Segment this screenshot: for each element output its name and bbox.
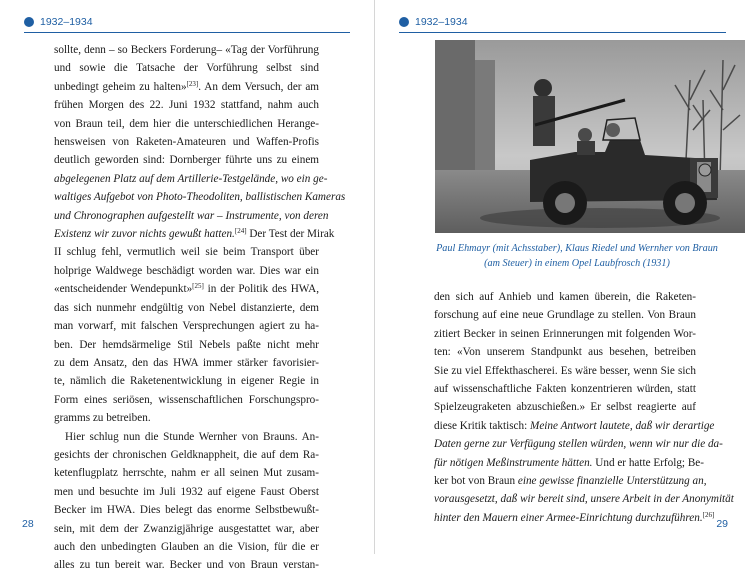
text-line: auch den unbedingten Glauben an die Vision, für die er [54, 540, 319, 553]
text-line: alles zu tun bereit war. Becker und von Braun verstan- [54, 559, 319, 572]
text-line: zitiert Becker in seinen Erinnerungen mit folgenden Wor- [434, 327, 696, 340]
text-line: ker bot von Braun eine gewisse finanzielle Unterstützung an, [434, 475, 707, 488]
text-line: ketenflugplatz herrschte, nahm er all seinen Mut zusam- [54, 467, 319, 480]
chapter-title: 1932–1934 [415, 16, 468, 28]
text-line: te, nämlich die Raketenentwicklung in eigener Regie in [54, 375, 319, 388]
text-line: sein, mit dem der Zwanzigjährige ausgestattet war, aber [54, 522, 319, 535]
text-line: men und besuchte im Juli 1932 auf eigene Faust Oberst [54, 485, 319, 498]
text-line: holprige Waldwege beschädigt worden war. Dies war ein [54, 264, 319, 277]
historic-car-photo [435, 40, 745, 233]
text-line: abgelegenen Platz auf dem Artillerie-Testgelände, wo ein ge- [54, 172, 328, 185]
text-line: gramms zu betreiben. [54, 412, 151, 425]
text-line: sollte, denn – so Beckers Forderung– «Tag der Vorführung [54, 44, 319, 56]
text-line: den sich auf Anhieb und kamen überein, die Raketen- [434, 291, 696, 303]
text-line: deutlich geworden sind: Dornberger führte uns zu einem [54, 154, 319, 167]
text-line: Becker im HWA. Dies belegt das enorme Selbstbewußt- [54, 504, 319, 517]
text-line: II schlug fehl, vermutlich weil sie beim Transport über [54, 246, 319, 259]
text-line: von Braun teil, dem hier die unterschiedlichen Herange- [54, 117, 319, 130]
chapter-title: 1932–1934 [40, 16, 93, 28]
header-dot-icon [24, 17, 34, 27]
photo-caption: Paul Ehmayr (mit Achsstaber), Klaus Riedel und Wernher von Braun (am Steuer) in einem Opel Laubfrosch (1931) [436, 243, 718, 269]
text-line: Hier schlug nun die Stunde Wernher von Brauns. An- [65, 430, 319, 443]
header-dot-icon [399, 17, 409, 27]
text-line: Daten gerne zur Verfügung stellen würden, wenn wir nur die da- [434, 438, 723, 451]
text-line: gesichts der chronischen Geldknappheit, die auf dem Ra- [54, 448, 319, 461]
text-line: Spielzeugraketen abzuschießen.» Er selbst reagierte auf [434, 401, 696, 414]
right-page [375, 0, 750, 554]
text-line: ben. Der hemdsärmelige Stil Nebels paßte nicht mehr [54, 338, 319, 351]
left-page [0, 0, 375, 572]
text-line: hinter den Mauern einer Armee-Einrichtung durchzuführen.[26] [434, 510, 715, 524]
text-line: waltiges Aufgebot von Photo-Theodoliten, ballistischen Kameras [54, 191, 346, 204]
page-number-right: 29 [716, 518, 728, 530]
body-text-left [54, 41, 346, 575]
text-line: und Chronographen aufgestellt war – Instrumente, von deren [54, 209, 329, 222]
text-line: forschung auf eine neue Grundlage zu stellen. Von Braun [434, 309, 696, 322]
text-line: für nötigen Meßinstrumente hätten. Und er hatte Erfolg; Be- [434, 456, 704, 469]
text-line: «entscheidender Wendepunkt»[25] in der Politik des HWA, [54, 282, 319, 296]
running-header [399, 12, 726, 33]
text-line: ten: «Von unserem Standpunkt aus besehen, betreiben [434, 346, 696, 359]
text-line: hensweisen von Raketen-Amateuren und Waffen-Profis [54, 136, 319, 149]
text-line: das sich nunmehr endgültig von Nebel distanzierte, dem [54, 301, 319, 314]
running-header [24, 12, 350, 33]
text-line: Sie zu viel Effekthascherei. Es wäre besser, wenn Sie sich [434, 364, 696, 377]
text-line: zu dem Ansatz, den das HWA immer stärker favorisier- [54, 356, 319, 369]
text-line: man vorwarf, mit falschen Versprechungen agiert zu ha- [54, 320, 319, 333]
text-line: vorausgesetzt, daß wir bereit sind, unsere Arbeit in der Anonymität [434, 493, 734, 506]
text-line: Existenz wir zuvor nichts gewußt hatten.[24] Der Test der Mirak [54, 227, 335, 241]
page-number-left: 28 [22, 518, 34, 530]
text-line: auf wissenschaftliche Fakten konzentrieren würden, statt [434, 383, 696, 396]
text-line: diese Kritik taktisch: Meine Antwort lautete, daß wir derartige [434, 419, 715, 432]
text-line: unbedingt geheim zu halten»[23]. An dem Versuch, der am [54, 79, 319, 93]
text-line: frühen Morgen des 22. Juni 1932 stattfand, nahm auch [54, 99, 319, 112]
text-line: und sowie die Tatsache der Vorführung selbst sind [54, 62, 319, 75]
text-line: Form eines seriösen, wissenschaftlichen Forschungspro- [54, 393, 319, 406]
